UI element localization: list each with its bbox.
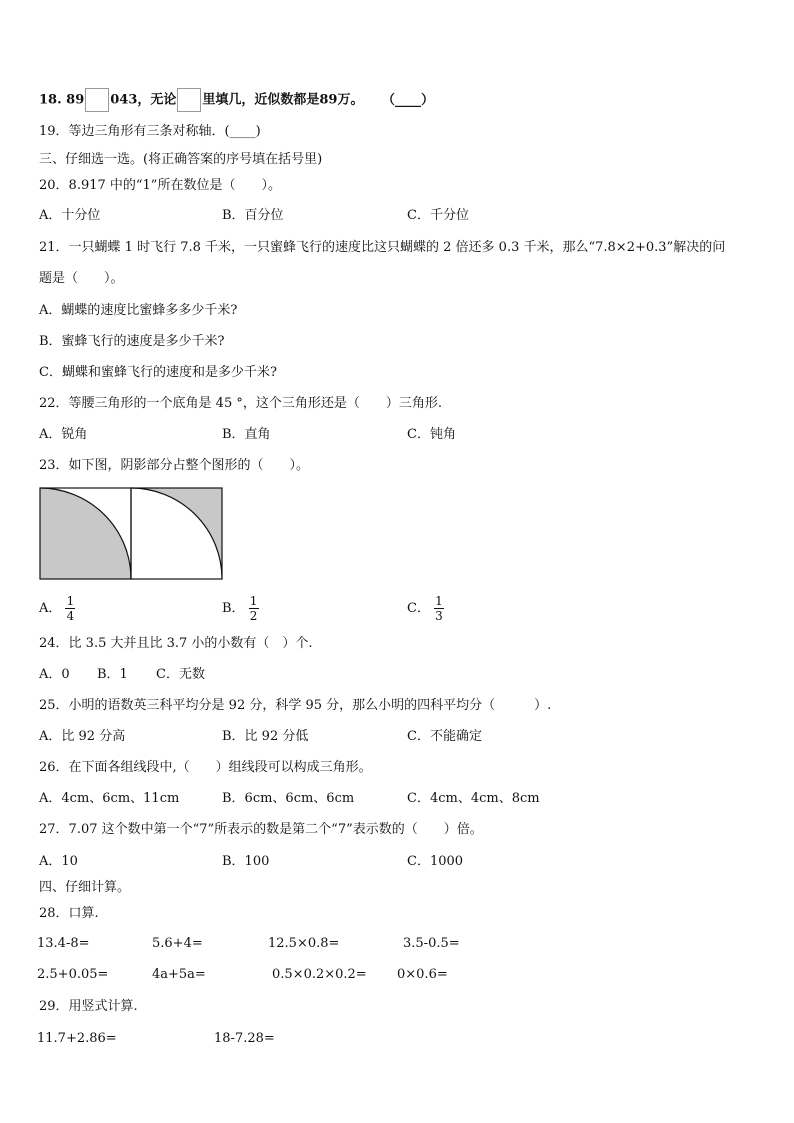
question-28: 28．口算. — [39, 906, 99, 921]
q20-option-c[interactable]: C．千分位 — [407, 208, 469, 223]
shaded-region-right — [131, 488, 222, 579]
shaded-figure — [38, 486, 225, 581]
q22-option-b[interactable]: B．直角 — [222, 427, 271, 442]
calc-item: 2.5+0.05= — [37, 967, 109, 982]
question-23: 23．如下图，阴影部分占整个图形的（ ）。 — [39, 458, 310, 473]
question-19: 19．等边三角形有三条对称轴．(____) — [39, 124, 261, 139]
calc-item: 12.5×0.8= — [268, 936, 340, 951]
calc-item: 5.6+4= — [152, 936, 203, 951]
q22-option-c[interactable]: C．钝角 — [407, 427, 456, 442]
question-25: 25．小明的语数英三科平均分是 92 分，科学 95 分，那么小明的四科平均分（ ）. — [39, 698, 552, 713]
blank-box[interactable] — [85, 88, 109, 112]
calc-item: 0.5×0.2×0.2= — [272, 967, 367, 982]
q23-option-b[interactable]: B． $\frac{1}{2}$ — [222, 594, 258, 623]
fraction: $\frac{1}{3}$ — [435, 594, 443, 623]
calc-item: 13.4-8= — [37, 936, 90, 951]
calc-item: 4a+5a= — [152, 967, 206, 982]
question-22: 22．等腰三角形的一个底角是 45 °，这个三角形还是（ ）三角形. — [39, 396, 442, 411]
q25-option-c[interactable]: C．不能确定 — [407, 729, 482, 744]
q20-option-a[interactable]: A．十分位 — [39, 208, 101, 223]
question-26: 26．在下面各组线段中,（ ）组线段可以构成三角形。 — [39, 760, 372, 775]
question-21-line2: 题是（ ）。 — [39, 271, 124, 286]
q26-option-c[interactable]: C．4cm、4cm、8cm — [407, 791, 540, 806]
q27-option-c[interactable]: C．1000 — [407, 854, 464, 869]
fraction: $\frac{1}{2}$ — [249, 594, 258, 623]
q20-option-b[interactable]: B．百分位 — [222, 208, 284, 223]
blank-box[interactable] — [177, 88, 201, 112]
q23-option-a[interactable]: A． $\frac{1}{4}$ — [39, 594, 75, 623]
q26-option-a[interactable]: A．4cm、6cm、11cm — [39, 791, 180, 806]
section-4-heading: 四、仔细计算。 — [39, 880, 131, 895]
q21-option-c[interactable]: C．蝴蝶和蜜蜂飞行的速度和是多少千米? — [39, 365, 277, 380]
q21-option-b[interactable]: B．蜜蜂飞行的速度是多少千米? — [39, 334, 225, 349]
answer-paren[interactable]: （____） — [382, 92, 435, 108]
question-18: 18. 89 043，无论 里填几，近似数都是89万。 （____） — [39, 88, 434, 112]
q24-option-a[interactable]: A．0 — [39, 667, 70, 682]
calc-item: 0×0.6= — [397, 967, 448, 982]
vertical-calc-item: 11.7+2.86= — [37, 1031, 117, 1046]
question-21-line1: 21．一只蝴蝶 1 时飞行 7.8 千米，一只蜜蜂飞行的速度比这只蝴蝶的 2 倍还多 0.3 千米，那么“7.8×2+0.3”解决的问 — [39, 240, 726, 255]
q25-option-b[interactable]: B．比 92 分低 — [222, 729, 309, 744]
q26-option-b[interactable]: B．6cm、6cm、6cm — [222, 791, 355, 806]
q27-option-a[interactable]: A．10 — [39, 854, 78, 869]
q22-option-a[interactable]: A．锐角 — [39, 427, 88, 442]
q21-option-a[interactable]: A．蝴蝶的速度比蜜蜂多多少千米? — [39, 303, 238, 318]
calc-item: 3.5-0.5= — [403, 936, 460, 951]
vertical-calc-item: 18-7.28= — [214, 1031, 275, 1046]
q25-option-a[interactable]: A．比 92 分高 — [39, 729, 126, 744]
question-20: 20．8.917 中的“1”所在数位是（ ）。 — [39, 178, 281, 193]
fraction: $\frac{1}{4}$ — [66, 594, 75, 623]
section-3-heading: 三、仔细选一选。(将正确答案的序号填在括号里) — [39, 152, 323, 167]
shaded-region-left — [40, 488, 131, 579]
question-29: 29．用竖式计算. — [39, 999, 138, 1014]
q23-option-c[interactable]: C． $\frac{1}{3}$ — [407, 594, 443, 623]
q24-option-c[interactable]: C．无数 — [156, 667, 205, 682]
q27-option-b[interactable]: B．100 — [222, 854, 270, 869]
q24-option-b[interactable]: B．1 — [97, 667, 128, 682]
question-24: 24．比 3.5 大并且比 3.7 小的小数有（ ）个. — [39, 636, 313, 651]
question-27: 27．7.07 这个数中第一个“7”所表示的数是第二个“7”表示数的（ ）倍。 — [39, 822, 483, 837]
